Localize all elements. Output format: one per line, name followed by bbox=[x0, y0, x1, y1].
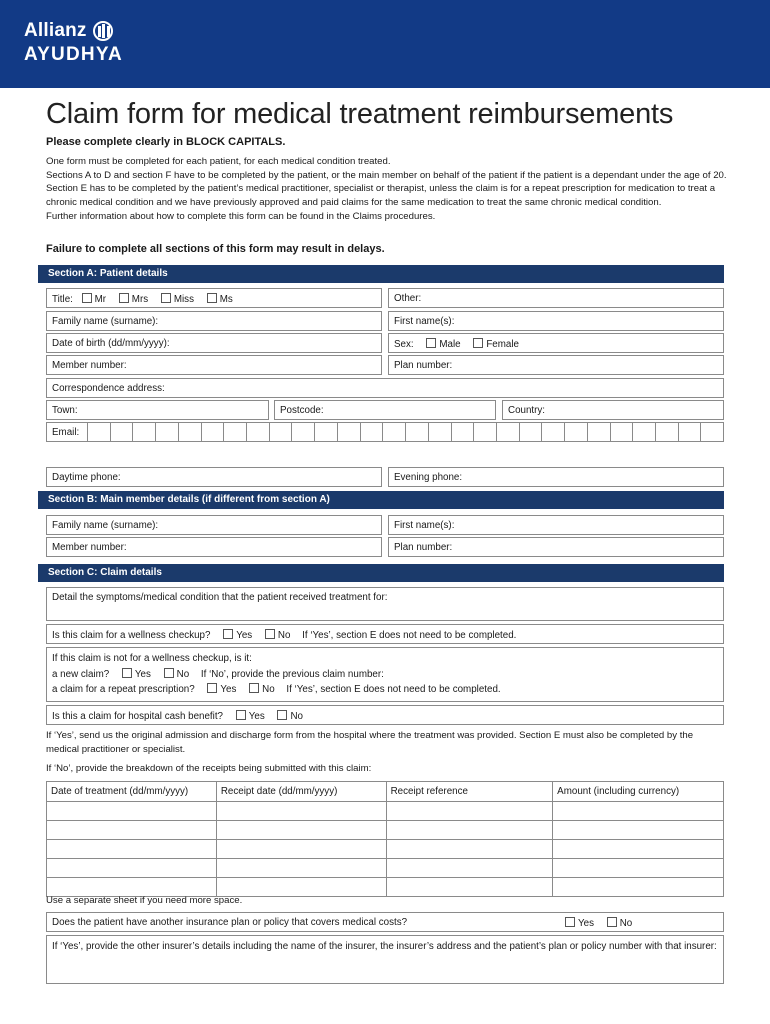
receipt-amount-cell[interactable] bbox=[553, 859, 724, 878]
repeat-note: If ‘Yes’, section E does not need to be completed. bbox=[286, 684, 501, 695]
email-char-cell[interactable] bbox=[155, 423, 178, 441]
wellness-no-checkbox[interactable] bbox=[265, 629, 275, 639]
receipt-row bbox=[47, 821, 724, 840]
member-first-names-field[interactable] bbox=[388, 515, 724, 535]
email-char-cell[interactable] bbox=[541, 423, 564, 441]
email-char-cell[interactable] bbox=[201, 423, 224, 441]
other-insurance-no-label: No bbox=[619, 918, 633, 929]
email-char-cell[interactable] bbox=[610, 423, 633, 441]
receipt-reference-cell[interactable] bbox=[386, 821, 553, 840]
patient-plan-number-label: Plan number: bbox=[394, 360, 453, 371]
sex-male-checkbox[interactable] bbox=[426, 338, 436, 348]
email-field[interactable] bbox=[46, 422, 724, 442]
receipt-date-cell[interactable] bbox=[216, 840, 386, 859]
section-a-heading: Section A: Patient details bbox=[38, 265, 724, 283]
receipts-header-row bbox=[47, 782, 724, 802]
patient-first-names-field[interactable] bbox=[388, 311, 724, 331]
intro-para-1: One form must be completed for each patient, for each medical condition treated. bbox=[46, 156, 391, 167]
title-mrs-checkbox[interactable] bbox=[119, 293, 129, 303]
patient-first-names-label: First name(s): bbox=[394, 316, 455, 327]
block-capitals-instruction: Please complete clearly in BLOCK CAPITALS. bbox=[46, 136, 286, 148]
other-insurance-no-checkbox[interactable] bbox=[607, 917, 617, 927]
intro-text bbox=[46, 155, 736, 224]
hospital-cash-question: Is this a claim for hospital cash benefit? bbox=[52, 711, 223, 722]
new-claim-no-checkbox[interactable] bbox=[164, 668, 174, 678]
email-char-cell[interactable] bbox=[360, 423, 383, 441]
email-char-cell[interactable] bbox=[473, 423, 496, 441]
receipt-row bbox=[47, 840, 724, 859]
member-plan-number-field[interactable] bbox=[388, 537, 724, 557]
hospital-no-checkbox[interactable] bbox=[277, 710, 287, 720]
country-label: Country: bbox=[508, 405, 546, 416]
sex-field bbox=[388, 333, 724, 353]
email-label: Email: bbox=[52, 427, 80, 438]
wellness-no-label: No bbox=[277, 630, 291, 641]
email-char-cell[interactable] bbox=[451, 423, 474, 441]
wellness-yes-checkbox[interactable] bbox=[223, 629, 233, 639]
receipt-row bbox=[47, 859, 724, 878]
hospital-no-instruction: If ‘No’, provide the breakdown of the receipts being submitted with this claim: bbox=[46, 763, 372, 774]
email-char-cell[interactable] bbox=[246, 423, 269, 441]
evening-phone-label: Evening phone: bbox=[394, 472, 463, 483]
other-title-label: Other: bbox=[394, 293, 422, 304]
allianz-eagle-icon bbox=[93, 21, 113, 41]
receipt-date-of-treatment-cell[interactable] bbox=[47, 840, 217, 859]
email-char-cell[interactable] bbox=[405, 423, 428, 441]
title-mrs-label: Mrs bbox=[131, 294, 149, 305]
email-char-cell[interactable] bbox=[564, 423, 587, 441]
repeat-no-label: No bbox=[262, 684, 275, 695]
patient-member-number-label: Member number: bbox=[52, 360, 127, 371]
member-first-names-label: First name(s): bbox=[394, 520, 455, 531]
separate-sheet-note: Use a separate sheet if you need more space. bbox=[46, 895, 243, 906]
title-ms-checkbox[interactable] bbox=[207, 293, 217, 303]
wellness-yes-label: Yes bbox=[236, 630, 253, 641]
title-miss-label: Miss bbox=[173, 294, 194, 305]
dob-label: Date of birth (dd/mm/yyyy): bbox=[52, 338, 170, 349]
intro-para-2: Sections A to D and section F have to be completed by the patient, or the main member on behalf of the patient if the patient is a dependant under the age of 20. Section E has to be completed by the patient’s medical practitioner, specialist or therapist, unless the claim is for a repeat prescription for medication to treat a chronic medical condition and we have previously approved and paid claims for the same medication to treat the same chronic medical condition. bbox=[46, 169, 727, 209]
receipt-date-cell[interactable] bbox=[216, 802, 386, 821]
daytime-phone-field[interactable] bbox=[46, 467, 382, 487]
title-miss-checkbox[interactable] bbox=[161, 293, 171, 303]
dob-field[interactable] bbox=[46, 333, 382, 353]
symptoms-field[interactable] bbox=[46, 587, 724, 621]
repeat-no-checkbox[interactable] bbox=[249, 683, 259, 693]
email-char-cell[interactable] bbox=[110, 423, 133, 441]
email-char-cell[interactable] bbox=[223, 423, 246, 441]
receipt-reference-cell[interactable] bbox=[386, 840, 553, 859]
email-char-cell[interactable] bbox=[428, 423, 451, 441]
email-char-cell[interactable] bbox=[678, 423, 701, 441]
header-bar bbox=[0, 0, 770, 88]
other-insurer-details-label: If ‘Yes’, provide the other insurer’s details including the name of the insurer, the insurer’s address and the patient’s plan or policy number with that insurer: bbox=[52, 941, 717, 952]
wellness-question: Is this claim for a wellness checkup? bbox=[52, 630, 211, 641]
address-field[interactable] bbox=[46, 378, 724, 398]
email-char-cell[interactable] bbox=[337, 423, 360, 441]
delay-warning: Failure to complete all sections of this form may result in delays. bbox=[46, 243, 385, 255]
other-insurance-question: Does the patient have another insurance plan or policy that covers medical costs? bbox=[52, 917, 408, 928]
title-mr-label: Mr bbox=[94, 294, 107, 305]
other-title-field[interactable] bbox=[388, 288, 724, 308]
repeat-yes-checkbox[interactable] bbox=[207, 683, 217, 693]
wellness-question-row bbox=[46, 624, 724, 644]
other-insurer-details-field[interactable] bbox=[46, 935, 724, 984]
claim-type-block bbox=[46, 647, 724, 702]
sex-female-checkbox[interactable] bbox=[473, 338, 483, 348]
email-char-cell[interactable] bbox=[178, 423, 201, 441]
section-b-heading: Section B: Main member details (if different from section A) bbox=[38, 491, 724, 509]
email-char-cell[interactable] bbox=[382, 423, 405, 441]
new-claim-yes-checkbox[interactable] bbox=[122, 668, 132, 678]
email-char-cell[interactable] bbox=[87, 423, 110, 441]
page-title: Claim form for medical treatment reimbursements bbox=[46, 98, 674, 130]
patient-family-name-field[interactable] bbox=[46, 311, 382, 331]
postcode-label: Postcode: bbox=[280, 405, 324, 416]
member-member-number-field[interactable] bbox=[46, 537, 382, 557]
email-char-cell[interactable] bbox=[269, 423, 292, 441]
receipt-date-cell[interactable] bbox=[216, 859, 386, 878]
email-char-cell[interactable] bbox=[632, 423, 655, 441]
repeat-yes-label: Yes bbox=[220, 684, 237, 695]
title-mr-checkbox[interactable] bbox=[82, 293, 92, 303]
logo-ayudhya-text: AYUDHYA bbox=[24, 44, 123, 65]
title-label: Title: bbox=[52, 294, 73, 305]
hospital-no-label: No bbox=[290, 711, 303, 722]
member-plan-number-label: Plan number: bbox=[394, 542, 453, 553]
allianz-ayudhya-logo bbox=[24, 20, 123, 66]
email-char-cell[interactable] bbox=[519, 423, 542, 441]
receipt-amount-cell[interactable] bbox=[553, 878, 724, 897]
receipt-reference-cell[interactable] bbox=[386, 878, 553, 897]
hospital-yes-label: Yes bbox=[248, 711, 265, 722]
receipt-amount-cell[interactable] bbox=[553, 802, 724, 821]
email-char-cell[interactable] bbox=[700, 423, 723, 441]
email-char-cell[interactable] bbox=[314, 423, 337, 441]
wellness-note: If ‘Yes’, section E does not need to be completed. bbox=[302, 630, 517, 641]
member-family-name-label: Family name (surname): bbox=[52, 520, 159, 531]
intro-para-3: Further information about how to complete this form can be found in the Claims procedures. bbox=[46, 210, 436, 222]
symptoms-label: Detail the symptoms/medical condition that the patient received treatment for: bbox=[52, 592, 388, 603]
receipt-date-cell[interactable] bbox=[216, 821, 386, 840]
receipt-date-of-treatment-cell[interactable] bbox=[47, 859, 217, 878]
patient-family-name-label: Family name (surname): bbox=[52, 316, 159, 327]
col-date-of-treatment: Date of treatment (dd/mm/yyyy) bbox=[47, 782, 217, 802]
email-character-cells bbox=[87, 423, 723, 441]
member-family-name-field[interactable] bbox=[46, 515, 382, 535]
col-receipt-reference: Receipt reference bbox=[386, 782, 553, 802]
other-insurance-yes-label: Yes bbox=[578, 918, 594, 929]
receipt-reference-cell[interactable] bbox=[386, 859, 553, 878]
hospital-yes-checkbox[interactable] bbox=[236, 710, 246, 720]
receipts-table bbox=[46, 781, 724, 897]
other-insurance-row bbox=[46, 912, 724, 932]
other-insurance-yes-checkbox[interactable] bbox=[565, 917, 575, 927]
email-char-cell[interactable] bbox=[655, 423, 678, 441]
receipt-amount-cell[interactable] bbox=[553, 821, 724, 840]
claim-type-intro: If this claim is not for a wellness checkup, is it: bbox=[52, 653, 252, 664]
member-member-number-label: Member number: bbox=[52, 542, 127, 553]
sex-female-label: Female bbox=[486, 339, 519, 350]
email-char-cell[interactable] bbox=[587, 423, 610, 441]
receipt-date-of-treatment-cell[interactable] bbox=[47, 821, 217, 840]
address-label: Correspondence address: bbox=[52, 383, 165, 394]
new-claim-no-label: No bbox=[176, 668, 190, 680]
postcode-field[interactable] bbox=[274, 400, 496, 420]
receipt-reference-cell[interactable] bbox=[386, 802, 553, 821]
town-field[interactable] bbox=[46, 400, 269, 420]
town-label: Town: bbox=[52, 405, 78, 416]
country-field[interactable] bbox=[502, 400, 724, 420]
hospital-cash-row bbox=[46, 705, 724, 725]
evening-phone-field[interactable] bbox=[388, 467, 724, 487]
sex-male-label: Male bbox=[439, 339, 461, 350]
email-char-cell[interactable] bbox=[291, 423, 314, 441]
section-c-heading: Section C: Claim details bbox=[38, 564, 724, 582]
sex-label: Sex: bbox=[394, 339, 414, 350]
receipt-date-of-treatment-cell[interactable] bbox=[47, 802, 217, 821]
logo-allianz-text: Allianz bbox=[24, 20, 87, 41]
receipt-amount-cell[interactable] bbox=[553, 840, 724, 859]
receipt-row bbox=[47, 802, 724, 821]
title-ms-label: Ms bbox=[219, 294, 233, 305]
hospital-yes-instruction: If ‘Yes’, send us the original admission and discharge form from the hospital where the treatment was provided. Section E must also be completed by the medical practitioner or specialist. bbox=[46, 730, 694, 755]
daytime-phone-label: Daytime phone: bbox=[52, 472, 121, 483]
new-claim-yes-label: Yes bbox=[134, 668, 151, 680]
email-char-cell[interactable] bbox=[132, 423, 155, 441]
patient-member-number-field[interactable] bbox=[46, 355, 382, 375]
title-field bbox=[46, 288, 382, 308]
new-claim-question: a new claim? bbox=[52, 668, 110, 680]
repeat-prescription-question: a claim for a repeat prescription? bbox=[52, 684, 195, 695]
new-claim-note: If ‘No’, provide the previous claim number: bbox=[200, 668, 384, 680]
patient-plan-number-field[interactable] bbox=[388, 355, 724, 375]
col-receipt-date: Receipt date (dd/mm/yyyy) bbox=[216, 782, 386, 802]
email-char-cell[interactable] bbox=[496, 423, 519, 441]
col-amount: Amount (including currency) bbox=[553, 782, 724, 802]
